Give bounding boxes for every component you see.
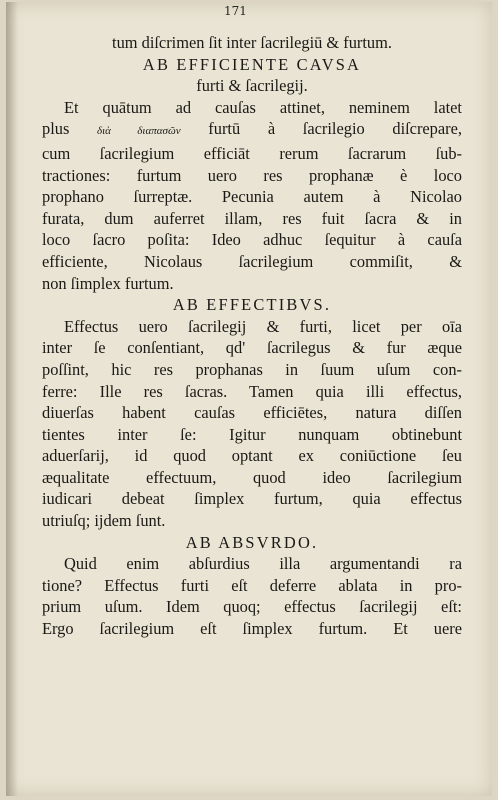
text-line: aduerſarij, id quod optant ex coniūctione ſeu: [42, 446, 462, 466]
text-fragment: furtū à ſacrilegio diſcrepare,: [208, 119, 462, 139]
text-line: non ſimplex furtum.: [42, 273, 174, 293]
text-line: Effectus uero ſacrilegij & furti, licet per oīa: [64, 316, 462, 336]
text-fragment: plus: [42, 119, 70, 139]
greek-phrase: διὰ διαπασῶν: [97, 125, 181, 138]
section-heading: AB EFFICIENTE CAVSA: [142, 54, 362, 74]
text-line: furata, dum auferret illam, res fuit ſacra & in: [42, 208, 462, 228]
text-line: cum ſacrilegium efficiāt rerum ſacrarum ſub-: [42, 143, 462, 163]
text-line: utriuſq; ijdem ſunt.: [42, 511, 166, 531]
section-subheading: furti & ſacrilegij.: [196, 76, 308, 96]
text-line: diuerſas habent cauſas efficiētes, natura diſſen: [42, 403, 462, 423]
text-line: æqualitate effectuum, quod ideo ſacrilegium: [42, 467, 462, 487]
section-heading: AB EFFECTIBVS.: [172, 295, 332, 315]
section-heading: AB ABSVRDO.: [185, 532, 319, 552]
text-line: prium uſum. Idem quoq; effectus ſacrilegij eſt:: [42, 597, 462, 617]
page-gutter-shadow: [6, 2, 18, 796]
text-line: iudicari debeat ſimplex furtum, quia effectus: [42, 489, 462, 509]
text-line: prophano ſurreptæ. Pecunia autem à Nicolao: [42, 187, 462, 207]
page-text: [42, 32, 462, 640]
text-line: Et quātum ad cauſas attinet, neminem latet: [64, 97, 462, 117]
text-line: poſſint, hic res prophanas in ſuum uſum con-: [42, 359, 462, 379]
text-line: efficiente, Nicolaus ſacrilegium commiſit, &: [42, 251, 462, 271]
text-line: tione? Effectus furti eſt deferre ablata in pro-: [42, 575, 462, 595]
text-line: ferre: Ille res ſacras. Tamen quia illi effectus,: [42, 381, 462, 401]
text-line: Quid enim abſurdius illa argumentandi ra: [64, 554, 462, 574]
text-line: inter ſe conſentiant, qd' ſacrilegus & fur æque: [42, 338, 462, 358]
text-line: tractiones: furtum uero res prophanæ è loco: [42, 165, 462, 185]
text-line: tum diſcrimen ſit inter ſacrilegiū & furtum.: [112, 33, 392, 52]
text-line: [42, 118, 462, 143]
text-line: tientes inter ſe: Igitur nunquam obtinebunt: [42, 424, 462, 444]
text-line: loco ſacro poſita: Ideo adhuc ſequitur à cauſa: [42, 230, 462, 250]
text-line: Ergo ſacrilegium eſt ſimplex furtum. Et uere: [42, 619, 462, 639]
page-number: 171: [224, 4, 247, 18]
book-page: [6, 2, 492, 796]
